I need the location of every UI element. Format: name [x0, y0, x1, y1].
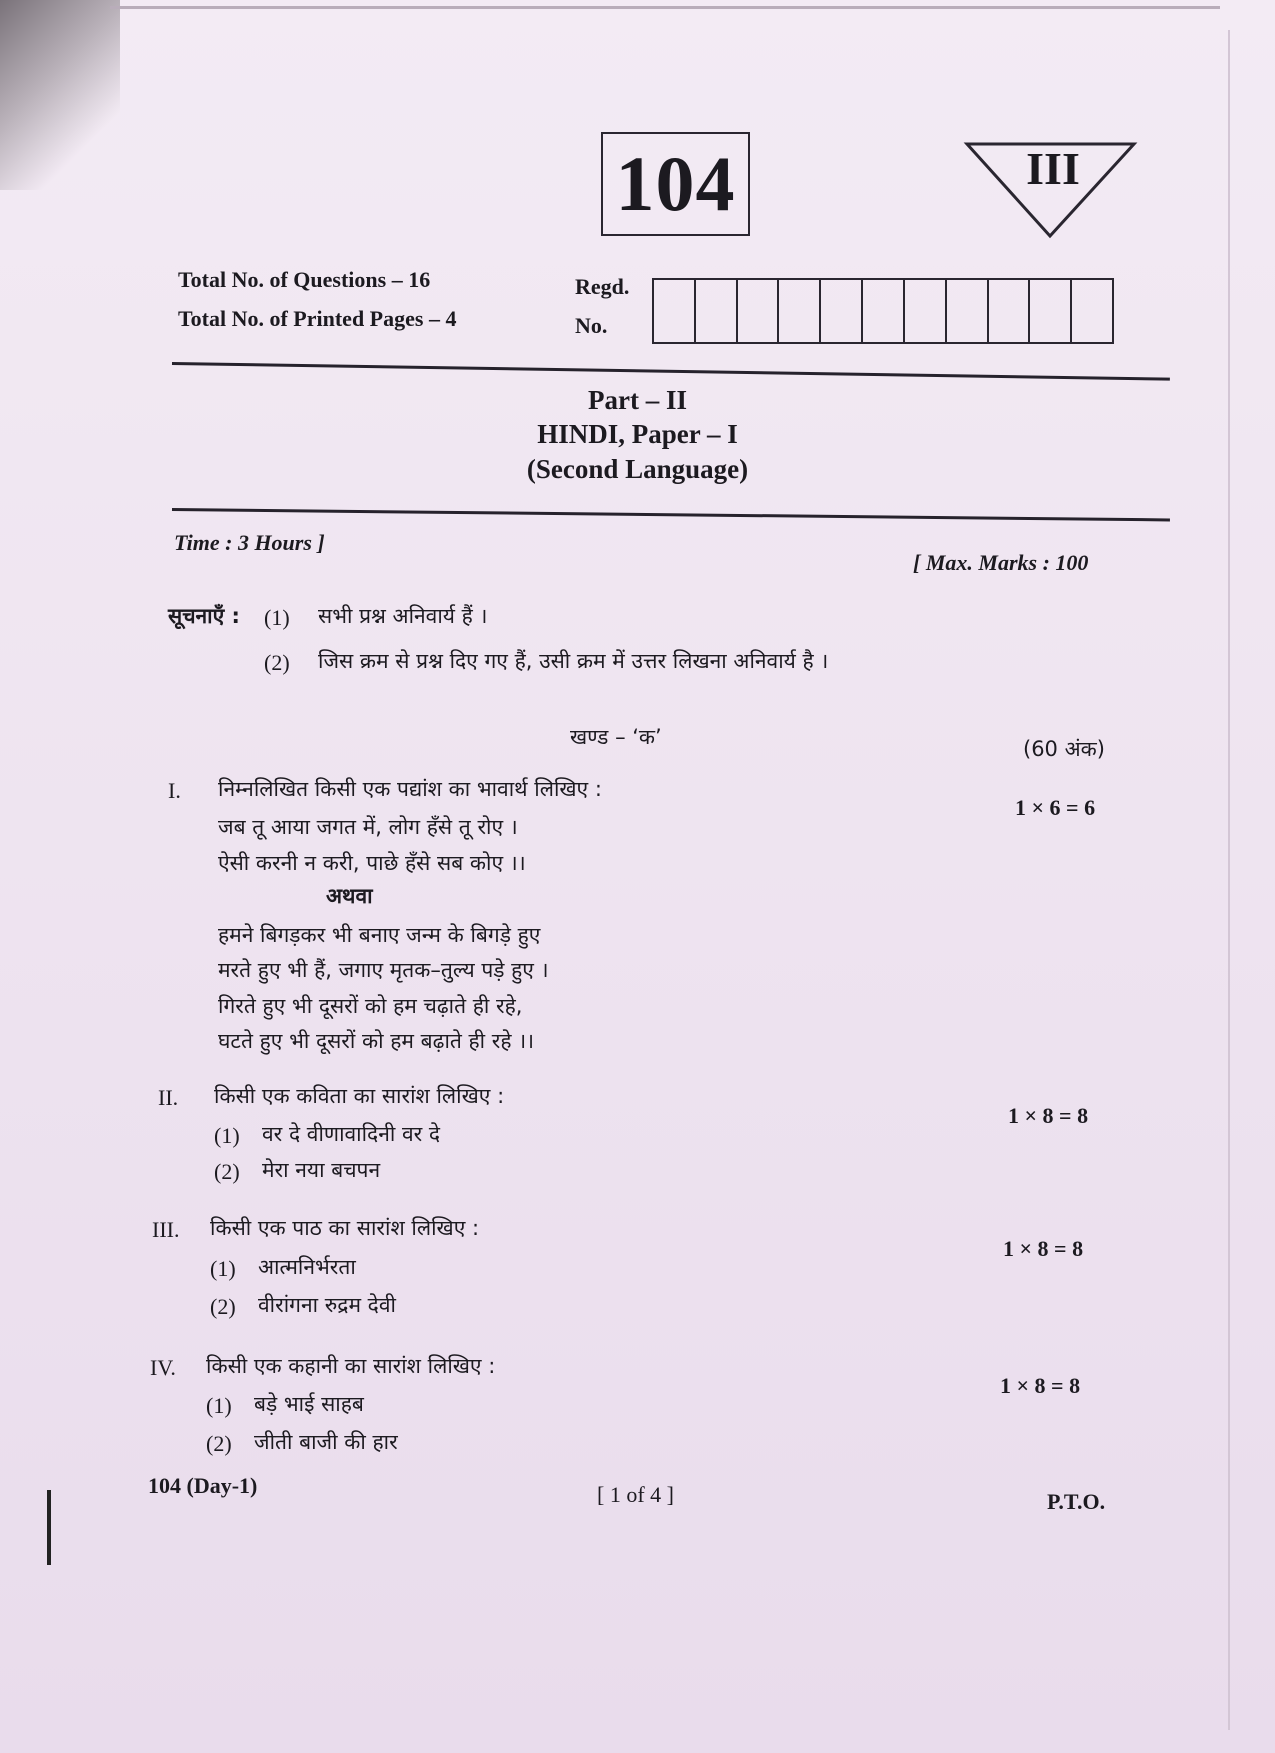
section-marks: (60 अंक)	[1023, 737, 1105, 761]
question-marks: 1 × 8 = 8	[1003, 1236, 1084, 1261]
max-marks: [ Max. Marks : 100	[913, 550, 1089, 575]
poem-line: ऐसी करनी न करी, पाछे हँसे सब कोए ।।	[218, 851, 526, 875]
pen-mark	[47, 1490, 51, 1565]
instructions-label: सूचनाएँ :	[168, 604, 240, 628]
question-number: II.	[158, 1085, 179, 1110]
instruction-number: (1)	[264, 605, 290, 630]
option-number: (2)	[206, 1431, 232, 1456]
question-prompt: किसी एक कविता का सारांश लिखिए :	[214, 1084, 505, 1108]
poem-line: जब तू आया जगत में, लोग हँसे तू रोए ।	[218, 815, 518, 839]
instruction-text: सभी प्रश्न अनिवार्य हैं ।	[318, 604, 488, 628]
section-title: खण्ड – ‘क’	[570, 725, 662, 749]
page-number: [ 1 of 4 ]	[597, 1482, 674, 1507]
paper-code: 104	[615, 140, 736, 227]
question-number: IV.	[150, 1355, 176, 1380]
option-number: (1)	[214, 1123, 240, 1148]
option-text: बड़े भाई साहब	[254, 1392, 364, 1416]
question-marks: 1 × 8 = 8	[1000, 1373, 1081, 1398]
instruction-number: (2)	[264, 650, 290, 675]
regd-digit-box[interactable]	[654, 280, 696, 342]
option-number: (1)	[210, 1256, 236, 1281]
option-text: मेरा नया बचपन	[262, 1158, 381, 1182]
divider-bottom	[172, 508, 1170, 521]
paper-code-box	[601, 132, 750, 236]
option-number: (1)	[206, 1393, 232, 1418]
option-text: जीती बाजी की हार	[254, 1430, 398, 1454]
subject-title: HINDI, Paper – I	[537, 419, 738, 449]
paper-edge-top	[110, 6, 1220, 9]
regd-number-boxes[interactable]	[652, 278, 1114, 344]
question-prompt: किसी एक कहानी का सारांश लिखिए :	[206, 1354, 496, 1378]
question-marks: 1 × 6 = 6	[1015, 795, 1096, 820]
regd-digit-box[interactable]	[821, 280, 863, 342]
question-prompt: किसी एक पाठ का सारांश लिखिए :	[210, 1216, 480, 1240]
regd-digit-box[interactable]	[1072, 280, 1112, 342]
regd-digit-box[interactable]	[905, 280, 947, 342]
total-questions: Total No. of Questions – 16	[178, 267, 431, 292]
or-label: अथवा	[326, 884, 373, 908]
set-marker: III	[1026, 143, 1080, 194]
option-number: (2)	[214, 1159, 240, 1184]
time-allowed: Time : 3 Hours ]	[174, 530, 325, 555]
regd-digit-box[interactable]	[863, 280, 905, 342]
question-marks: 1 × 8 = 8	[1008, 1103, 1089, 1128]
regd-digit-box[interactable]	[738, 280, 780, 342]
poem-line: घटते हुए भी दूसरों को हम बढ़ाते ही रहे ।।	[218, 1029, 535, 1053]
question-prompt: निम्नलिखित किसी एक पद्यांश का भावार्थ लिखिए :	[218, 777, 602, 801]
option-number: (2)	[210, 1294, 236, 1319]
regd-label: Regd.	[575, 274, 630, 299]
poem-line: हमने बिगड़कर भी बनाए जन्म के बिगड़े हुए	[218, 923, 541, 947]
regd-digit-box[interactable]	[1030, 280, 1072, 342]
instruction-text: जिस क्रम से प्रश्न दिए गए हैं, उसी क्रम में उत्तर लिखना अनिवार्य है ।	[318, 649, 829, 673]
option-text: वीरांगना रुद्रम देवी	[258, 1293, 396, 1317]
poem-line: गिरते हुए भी दूसरों को हम चढ़ाते ही रहे,	[218, 994, 523, 1018]
regd-digit-box[interactable]	[696, 280, 738, 342]
regd-digit-box[interactable]	[989, 280, 1031, 342]
regd-no-label: No.	[575, 313, 608, 338]
question-number: I.	[168, 778, 181, 803]
language-title: (Second Language)	[526, 454, 749, 484]
option-text: आत्मनिर्भरता	[258, 1255, 356, 1279]
divider-top	[172, 362, 1170, 381]
regd-digit-box[interactable]	[779, 280, 821, 342]
question-number: III.	[152, 1217, 180, 1242]
total-pages: Total No. of Printed Pages – 4	[178, 306, 457, 331]
paper-edge-right	[1228, 30, 1230, 1730]
part-title: Part – II	[588, 385, 687, 415]
regd-digit-box[interactable]	[947, 280, 989, 342]
pto-label: P.T.O.	[1047, 1489, 1106, 1514]
footer-code: 104 (Day-1)	[148, 1473, 258, 1498]
poem-line: मरते हुए भी हैं, जगाए मृतक–तुल्य पड़े हुए ।	[218, 958, 549, 982]
scan-corner-shadow	[0, 0, 120, 190]
option-text: वर दे वीणावादिनी वर दे	[262, 1122, 441, 1146]
